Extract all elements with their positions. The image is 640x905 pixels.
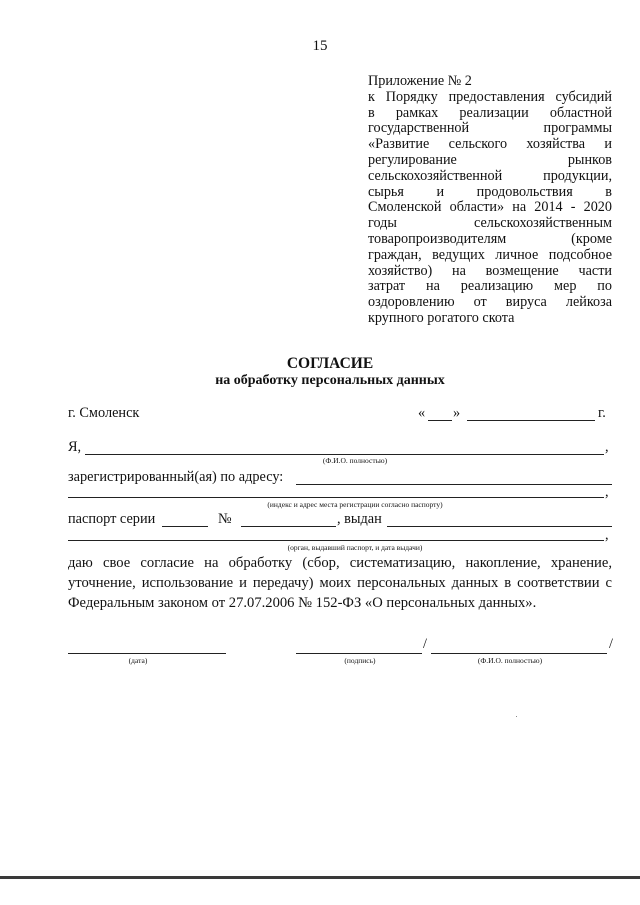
address-caption: (индекс и адрес места регистрации согласно паспорту) <box>267 500 443 509</box>
issued-label: , выдан <box>337 511 382 527</box>
fio-signature-caption: (Ф.И.О. полностью) <box>477 656 543 665</box>
year-suffix: г. <box>598 405 606 421</box>
signature-caption: (подпись) <box>344 656 376 665</box>
page-number: 15 <box>312 38 328 54</box>
appendix-line: в рамках реализации областной <box>368 104 612 121</box>
date-month-year-field[interactable] <box>467 420 595 421</box>
consent-line: уточнение, использование и передачу) моих персональных данных в соответствии с <box>68 575 612 591</box>
consent-line: даю свое согласие на обработку (сбор, систематизацию, накопление, хранение, <box>68 555 612 571</box>
scan-speck <box>516 716 517 717</box>
appendix-line: оздоровлению от вируса лейкоза <box>368 294 612 311</box>
i-label: Я, <box>68 439 82 455</box>
city-label: г. Смоленск <box>68 405 140 421</box>
consent-paragraph <box>68 553 612 613</box>
registered-label: зарегистрированный(ая) по адресу: <box>68 469 284 485</box>
appendix-line: к Порядку предоставления субсидий <box>368 88 612 105</box>
appendix-line: Приложение № 2 <box>368 73 472 89</box>
passport-series-field[interactable] <box>162 526 208 527</box>
slash-separator: / <box>609 636 613 652</box>
appendix-header <box>368 74 612 327</box>
consent-line: Федеральным законом от 27.07.2006 № 152-ФЗ «О персональных данных». <box>68 595 537 611</box>
issuer-caption: (орган, выдавший паспорт, и дата выдачи) <box>287 543 423 552</box>
scan-bottom-edge <box>0 876 640 879</box>
signature-field[interactable] <box>296 653 422 654</box>
appendix-line: годы сельскохозяйственным <box>368 215 612 232</box>
fio-field[interactable] <box>85 454 604 455</box>
date-close-quote: » <box>453 405 461 421</box>
comma: , <box>605 439 609 455</box>
appendix-line: крупного рогатого скота <box>368 309 515 326</box>
comma: , <box>605 527 609 543</box>
address-field-1[interactable] <box>296 484 612 485</box>
appendix-line: затрат на реализацию мер по <box>368 278 612 295</box>
fio-caption: (Ф.И.О. полностью) <box>322 456 388 465</box>
appendix-line: «Развитие сельского хозяйства и <box>368 136 612 153</box>
appendix-line: хозяйство) на возмещение части <box>368 262 612 279</box>
document-title: СОГЛАСИЕ <box>286 355 374 372</box>
appendix-line: Смоленской области» на 2014 - 2020 <box>368 199 612 216</box>
appendix-line: товаропроизводителям (кроме <box>368 230 612 247</box>
slash-separator: / <box>423 636 427 652</box>
appendix-line: государственной программы <box>368 120 612 137</box>
signature-fio-field[interactable] <box>431 653 607 654</box>
date-caption: (дата) <box>128 656 148 665</box>
appendix-line: граждан, ведущих личное подсобное <box>368 246 612 263</box>
issued-by-field-1[interactable] <box>387 526 612 527</box>
date-day-field[interactable] <box>428 420 452 421</box>
date-open-quote: « <box>418 405 426 421</box>
comma: , <box>605 484 609 500</box>
issued-by-field-2[interactable] <box>68 540 604 541</box>
document-subtitle: на обработку персональных данных <box>215 373 445 388</box>
appendix-line: регулирование рынков <box>368 151 612 168</box>
appendix-line: сельскохозяйственной продукции, <box>368 167 612 184</box>
address-field-2[interactable] <box>68 497 604 498</box>
appendix-line: сырья и продовольствия в <box>368 183 612 200</box>
date-signature-field[interactable] <box>68 653 226 654</box>
passport-number-field[interactable] <box>241 526 336 527</box>
passport-label: паспорт серии <box>68 511 156 527</box>
number-label: № <box>218 511 232 527</box>
